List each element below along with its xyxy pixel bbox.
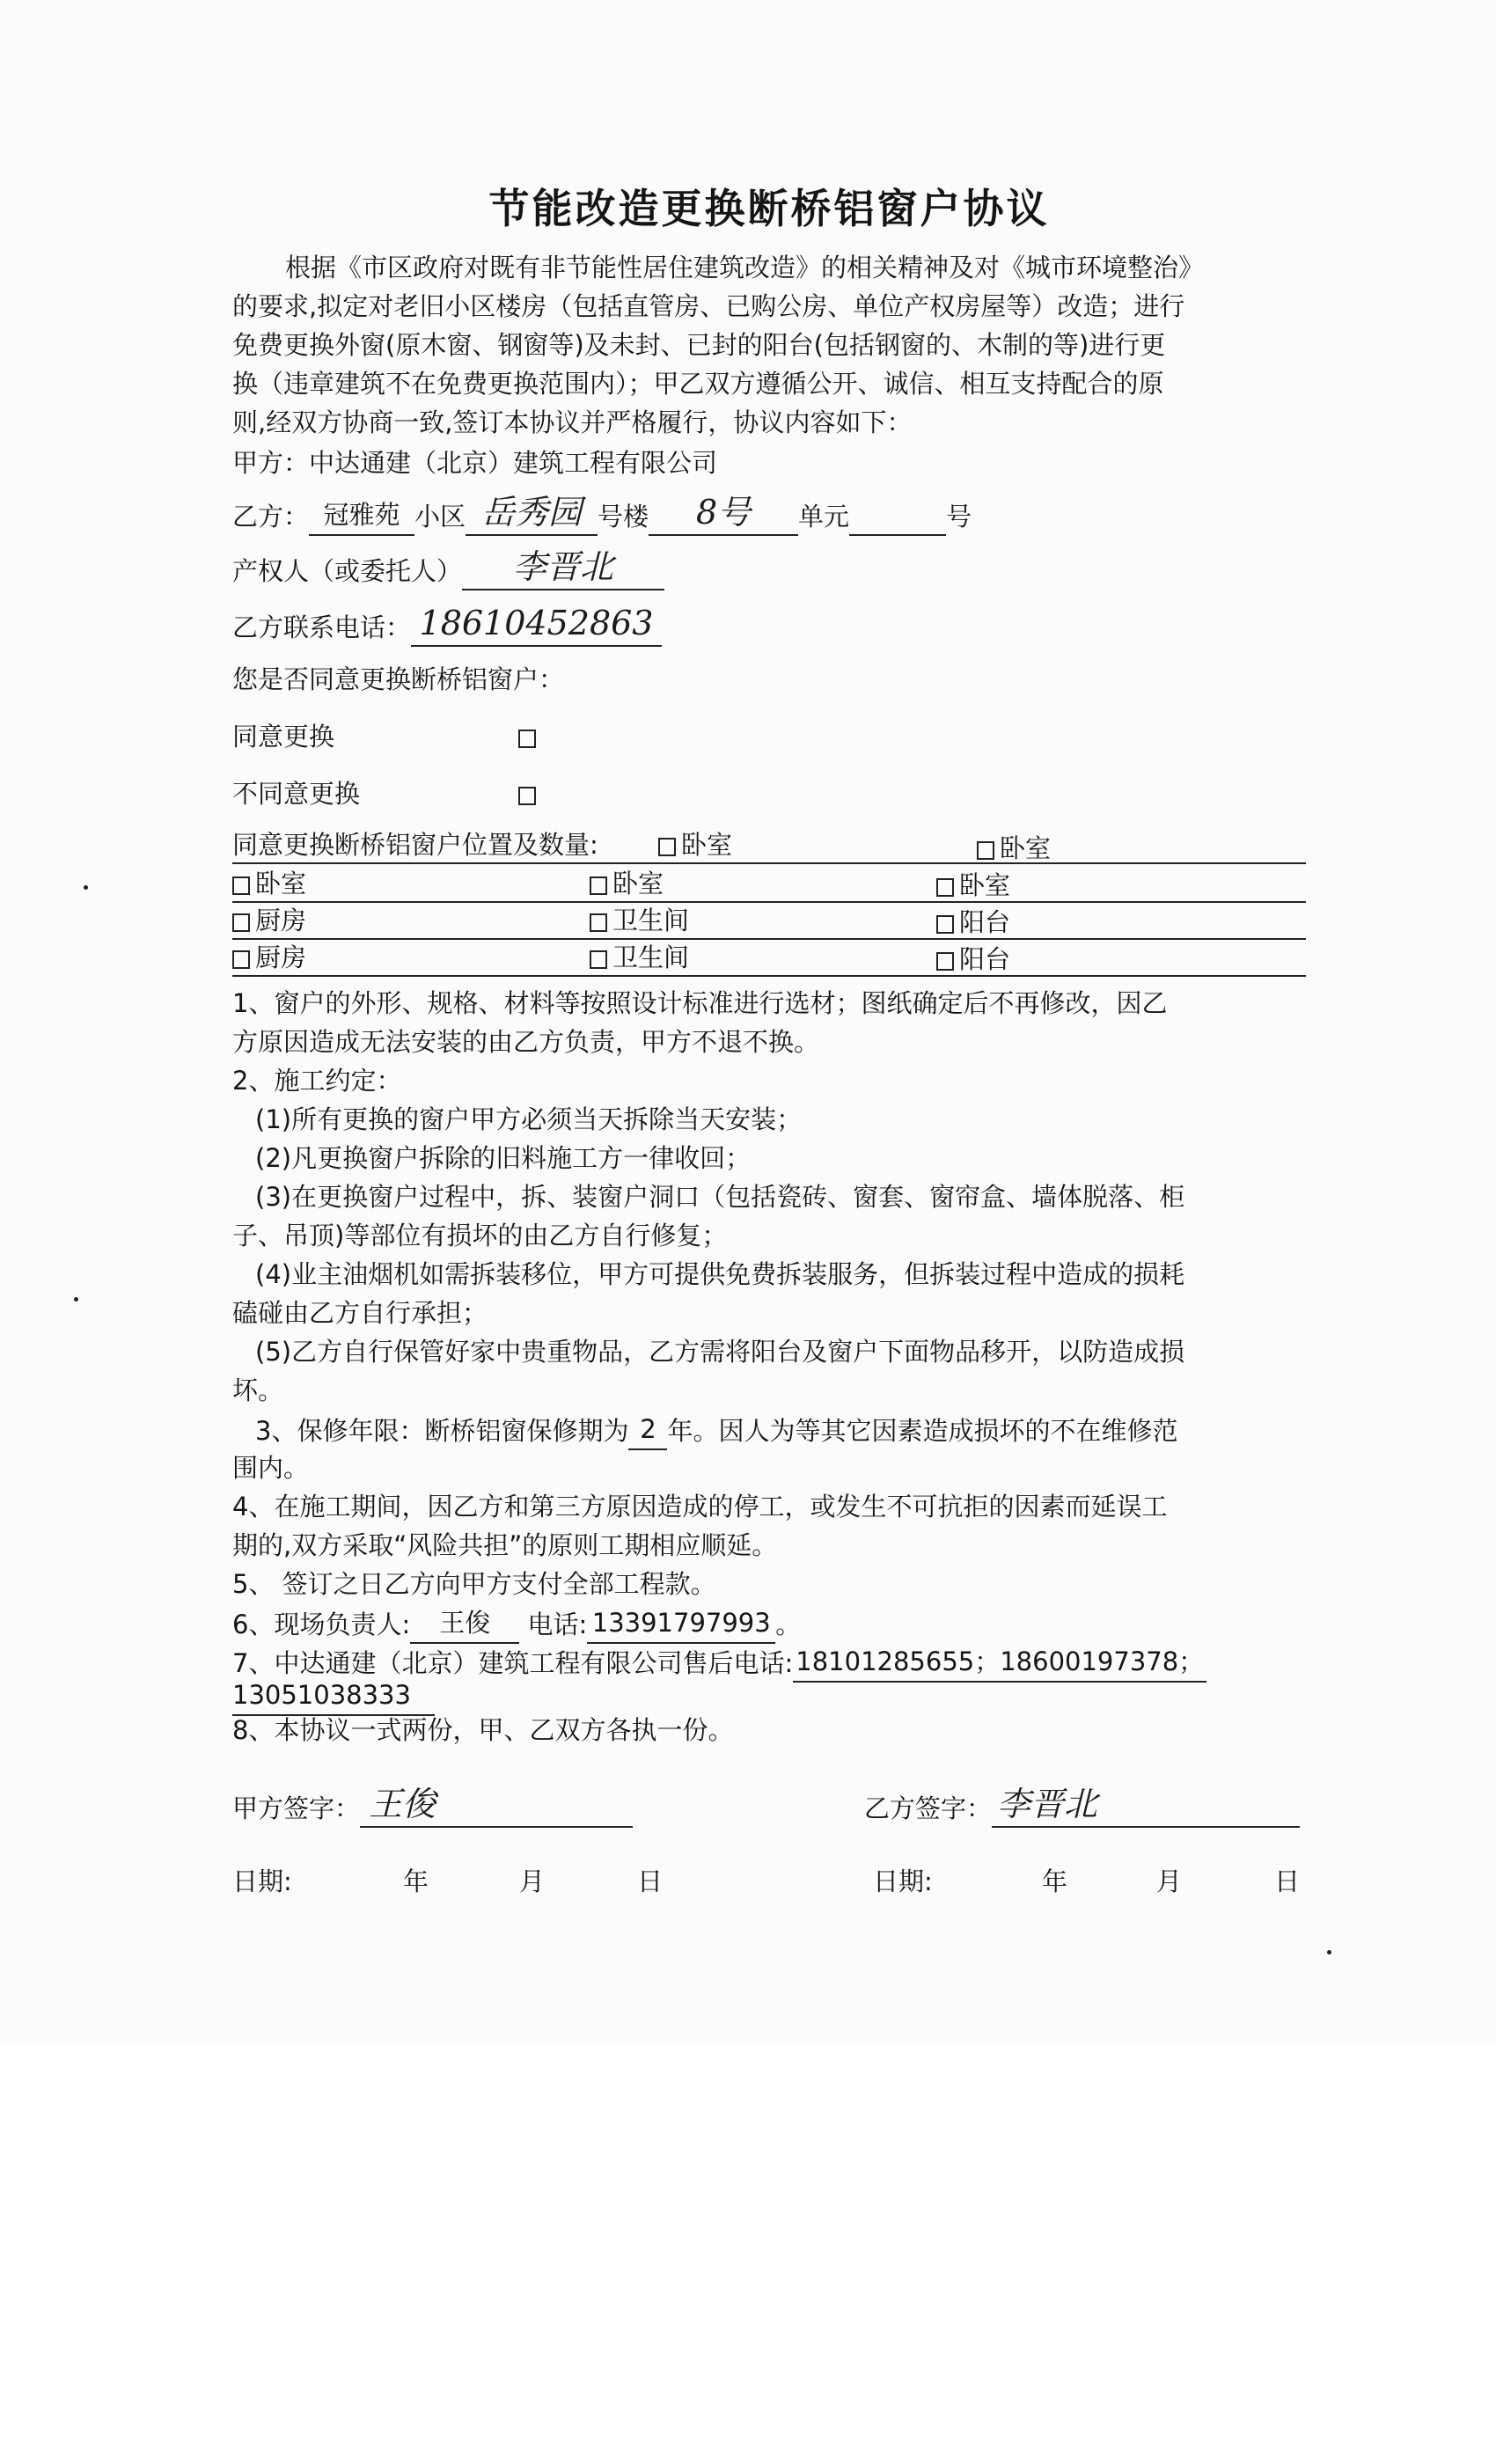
- scan-speck: [74, 1297, 78, 1302]
- intro-line-1: 根据《市区政府对既有非节能性居住建筑改造》的相关精神及对《城市环境整治》: [285, 253, 1205, 282]
- intro-line-3: 免费更换外窗(原木窗、钢窗等)及未封、已封的阳台(包括钢窗的、木制的等)进行更: [232, 330, 1166, 360]
- party-b-signature-label: 乙方签字：: [864, 1793, 993, 1823]
- owner-label: 产权人（或委托人）: [232, 556, 463, 586]
- windows-label: 同意更换断桥铝窗户位置及数量:: [232, 830, 598, 860]
- table-rule: [232, 862, 1306, 864]
- party-b-date-year: 年: [1042, 1866, 1068, 1896]
- checkbox-icon: [658, 838, 676, 856]
- window-option-balcony-2[interactable]: 阳台: [936, 940, 1010, 979]
- warranty-years: 2: [628, 1410, 667, 1450]
- clause-3-line-1: 3、保修年限：断桥铝窗保修期为 2 年。因人为等其它因素造成损坏的不在维修范: [255, 1410, 1306, 1450]
- table-rule: [232, 901, 1306, 903]
- agree-label: 同意更换: [232, 722, 335, 752]
- party-a-signature-row: [232, 1785, 633, 1828]
- agree-checkbox[interactable]: [518, 717, 541, 756]
- party-a-date-year: 年: [403, 1866, 429, 1896]
- party-b-signature: 李晋北: [997, 1785, 1098, 1823]
- window-option-bathroom-1[interactable]: 卫生间: [590, 901, 689, 940]
- checkbox-icon: [590, 913, 607, 932]
- phone-label: 乙方联系电话：: [232, 612, 412, 642]
- unit-handwriting: 8号: [695, 493, 752, 532]
- scan-speck: [84, 885, 88, 890]
- window-option-bedroom-4[interactable]: 卧室: [590, 864, 664, 903]
- checkbox-icon: [232, 913, 250, 932]
- party-a-signature-field: [360, 1785, 633, 1828]
- party-a-signature: 王俊: [369, 1785, 436, 1823]
- phone-field: [411, 604, 662, 647]
- community-suffix: 小区: [414, 502, 466, 532]
- owner-field: [462, 547, 664, 590]
- checkbox-icon: [936, 878, 954, 897]
- building-suffix: 号楼: [598, 502, 649, 532]
- table-rule: [232, 975, 1306, 977]
- checkbox-icon: [590, 950, 607, 969]
- building-handwriting: 岳秀园: [481, 493, 583, 532]
- room-suffix: 号: [946, 502, 972, 532]
- after-sales-phones: 18101285655；18600197378；: [793, 1642, 1206, 1683]
- party-b-row: [232, 493, 1306, 536]
- intro-line-2: 的要求,拟定对老旧小区楼房（包括直管房、已购公房、单位产权房屋等）改造；进行: [232, 291, 1185, 321]
- window-option-bedroom-2[interactable]: 卧室: [977, 829, 1051, 868]
- table-rule: [232, 938, 1306, 940]
- clause-2-4-line-1: (4)业主油烟机如需拆装移位，甲方可提供免费拆装服务，但拆装过程中造成的损耗: [255, 1259, 1185, 1289]
- party-a-signature-label: 甲方签字：: [232, 1793, 361, 1823]
- party-b-signature-row: [864, 1785, 1300, 1828]
- party-a-name: 中达通建（北京）建筑工程有限公司: [309, 448, 718, 478]
- clause-4-line-1: 4、在施工期间，因乙方和第三方原因造成的停工，或发生不可抗拒的因素而延误工: [232, 1492, 1168, 1522]
- clause-2: 2、施工约定：: [232, 1066, 402, 1096]
- intro-line-5: 则,经双方协商一致,签订本协议并严格履行，协议内容如下：: [232, 407, 913, 437]
- window-option-bedroom-5[interactable]: 卧室: [936, 866, 1010, 905]
- party-a-row: [232, 444, 1306, 482]
- consent-question: 您是否同意更换断桥铝窗户：: [232, 664, 565, 694]
- party-a-date-label: 日期:: [232, 1866, 292, 1896]
- party-b-date-month: 月: [1156, 1866, 1183, 1896]
- clause-2-1: (1)所有更换的窗户甲方必须当天拆除当天安装；: [255, 1104, 803, 1134]
- scan-speck: [1327, 1950, 1331, 1954]
- party-b-label: 乙方：: [232, 502, 310, 532]
- after-sales-phone-3: 13051038333: [232, 1676, 435, 1716]
- phone-row: [232, 604, 1306, 647]
- checkbox-icon: [936, 915, 954, 934]
- disagree-checkbox[interactable]: [518, 774, 541, 813]
- clause-2-2: (2)凡更换窗户拆除的旧料施工方一律收回；: [255, 1143, 752, 1173]
- clause-2-5-line-1: (5)乙方自行保管好家中贵重物品，乙方需将阳台及窗户下面物品移开，以防造成损: [255, 1337, 1185, 1367]
- window-option-bedroom-3[interactable]: 卧室: [232, 864, 306, 903]
- disagree-label: 不同意更换: [232, 779, 361, 809]
- document-title: 节能改造更换断桥铝窗户协议: [488, 185, 1050, 232]
- site-manager-name: 王俊: [410, 1603, 519, 1644]
- clause-2-4-line-2: 磕碰由乙方自行承担；: [232, 1298, 488, 1328]
- party-b-date-label: 日期:: [873, 1866, 933, 1896]
- checkbox-icon: [232, 950, 250, 969]
- agreement-document: [232, 0, 1306, 2042]
- intro-line-4: 换（违章建筑不在免费更换范围内）；甲乙双方遵循公开、诚信、相互支持配合的原: [232, 369, 1164, 399]
- clause-8: 8、本协议一式两份，甲、乙双方各执一份。: [232, 1715, 734, 1745]
- window-option-kitchen-2[interactable]: 厨房: [232, 938, 306, 977]
- clause-3-line-2: 围内。: [232, 1453, 310, 1483]
- party-a-date-day: 日: [637, 1866, 664, 1896]
- site-manager-phone: 13391797993: [587, 1603, 775, 1644]
- clause-1-line-1: 1、窗户的外形、规格、材料等按照设计标准进行选材；图纸确定后不再修改，因乙: [232, 988, 1168, 1018]
- party-a-date-month: 月: [519, 1866, 546, 1896]
- clause-2-5-line-2: 坏。: [232, 1375, 284, 1405]
- phone-handwriting: 18610452863: [419, 604, 654, 642]
- clause-6: 6、现场负责人: 王俊 电话: 13391797993 。: [232, 1603, 1306, 1644]
- party-b-date-day: 日: [1274, 1866, 1301, 1896]
- party-a-label: 甲方：: [232, 448, 310, 478]
- party-b-signature-field: [992, 1785, 1300, 1828]
- clause-1-line-2: 方原因造成无法安装的由乙方负责，甲方不退不换。: [232, 1027, 820, 1057]
- clause-4-line-2: 期的,双方采取“风险共担”的原则工期相应顺延。: [232, 1530, 778, 1560]
- owner-signature: 李晋北: [513, 547, 614, 586]
- checkbox-icon: [936, 952, 954, 971]
- unit-suffix: 单元: [798, 502, 850, 532]
- checkbox-icon: [590, 876, 607, 895]
- community-field: 冠雅苑: [309, 495, 414, 536]
- unit-field: [649, 493, 798, 536]
- room-field: [849, 495, 946, 536]
- owner-row: [232, 547, 1306, 590]
- building-field: [466, 493, 598, 536]
- clause-2-3-line-2: 子、吊顶)等部位有损坏的由乙方自行修复；: [232, 1221, 728, 1250]
- clause-5: 5、 签订之日乙方向甲方支付全部工程款。: [232, 1569, 716, 1599]
- window-option-kitchen-1[interactable]: 厨房: [232, 901, 306, 940]
- window-option-balcony-1[interactable]: 阳台: [936, 903, 1010, 942]
- window-option-bedroom-1[interactable]: 卧室: [658, 825, 732, 864]
- clause-7-line-1: 7、中达通建（北京）建筑工程有限公司售后电话: 18101285655；18600197378；: [232, 1642, 1306, 1683]
- checkbox-icon: [232, 876, 250, 895]
- window-option-bathroom-2[interactable]: 卫生间: [590, 938, 689, 977]
- clause-2-3-line-1: (3)在更换窗户过程中，拆、装窗户洞口（包括瓷砖、窗套、窗帘盒、墙体脱落、柜: [255, 1182, 1185, 1212]
- checkbox-icon: [977, 841, 994, 860]
